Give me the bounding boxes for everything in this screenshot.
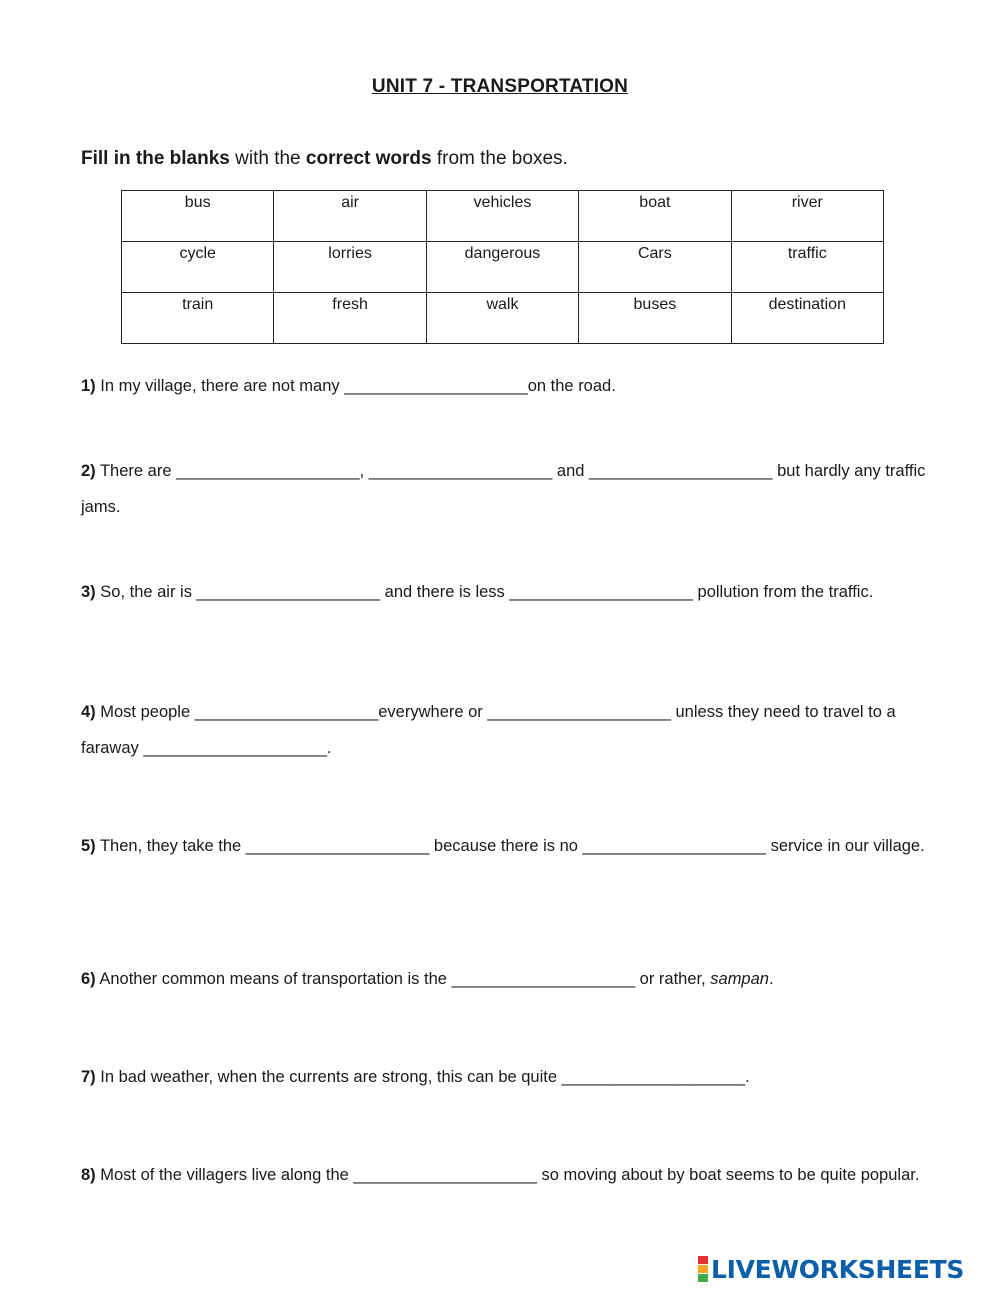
instruction-bold-2: correct words [305,148,432,169]
question-7[interactable] [81,1059,931,1095]
word-cell: Cars [579,242,731,293]
word-box-row [122,293,884,344]
question-text: In my village, there are not many ____________________on the road. [95,377,616,395]
question-number: 6) [81,970,96,988]
liveworksheets-logo [698,1254,964,1284]
question-8[interactable] [81,1157,931,1193]
question-3[interactable] [81,574,931,610]
question-number: 7) [81,1068,96,1086]
logo-text: LIVEWORKSHEETS [711,1254,965,1284]
word-cell: lorries [274,242,426,293]
question-4[interactable] [81,694,931,766]
logo-mark-block [698,1256,708,1264]
word-cell: air [274,191,426,242]
question-text: There are ____________________, ____________________ and ____________________ but hardly any traffic jams. [81,462,926,516]
word-cell: boat [579,191,731,242]
word-cell: cycle [122,242,274,293]
question-number: 5) [81,837,96,855]
logo-mark-block [698,1274,708,1282]
worksheet-title: UNIT 7 - TRANSPORTATION [371,76,629,97]
instruction-part-2: from the boxes. [431,148,568,169]
logo-mark-icon [698,1256,708,1282]
word-cell: bus [122,191,274,242]
word-box-row [122,242,884,293]
word-cell: buses [579,293,731,344]
question-text-end: . [768,970,774,988]
instruction-text [81,148,568,170]
word-box-table [121,190,884,344]
question-number: 3) [81,583,96,601]
question-number: 8) [81,1166,96,1184]
logo-mark-block [698,1265,708,1273]
question-text: Another common means of transportation is the ____________________ or rather, [95,970,711,988]
question-2[interactable] [81,453,931,525]
question-5[interactable] [81,828,931,864]
word-cell: dangerous [426,242,578,293]
word-cell: traffic [731,242,883,293]
word-cell: river [731,191,883,242]
question-1[interactable] [81,368,931,404]
word-cell: vehicles [426,191,578,242]
word-cell: walk [426,293,578,344]
question-text: In bad weather, when the currents are strong, this can be quite ____________________. [95,1068,750,1086]
question-number: 2) [81,462,96,480]
instruction-bold-1: Fill in the blanks [81,148,230,169]
question-italic-word: sampan [710,970,769,988]
question-number: 1) [81,377,96,395]
question-6[interactable] [81,961,931,997]
word-cell: destination [731,293,883,344]
word-cell: train [122,293,274,344]
question-text: So, the air is ____________________ and there is less ____________________ pollution from the traffic. [95,583,874,601]
word-cell: fresh [274,293,426,344]
question-number: 4) [81,703,96,721]
word-box-row [122,191,884,242]
question-text: Most of the villagers live along the ____________________ so moving about by boat seems to be quite popular. [95,1166,920,1184]
instruction-part-1: with the [229,148,306,169]
question-text: Then, they take the ____________________ because there is no ____________________ service in our village. [95,837,925,855]
question-text: Most people ____________________everywhere or ____________________ unless they need to travel to a faraway ____________________. [81,703,896,757]
